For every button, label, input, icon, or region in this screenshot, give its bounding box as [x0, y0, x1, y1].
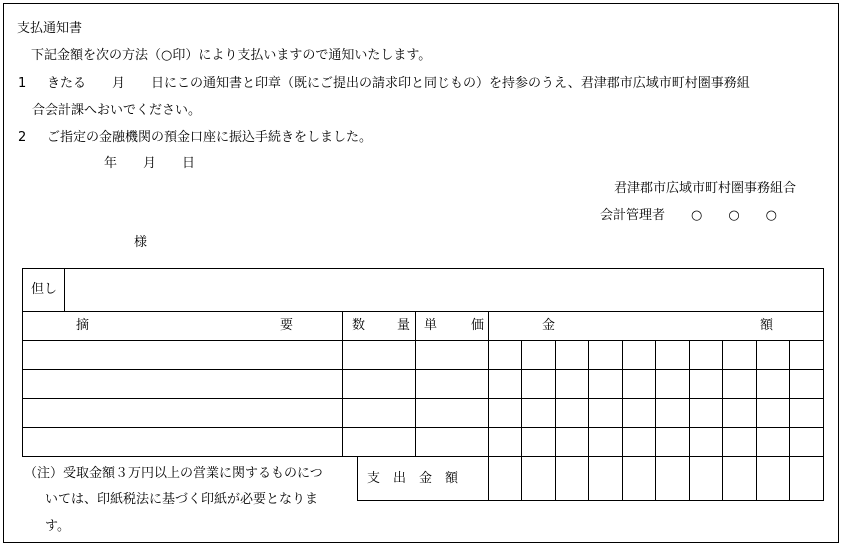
- recipient-suffix: 様: [134, 235, 148, 250]
- digit-divider: [521, 340, 522, 501]
- quantity-header-1: 数: [352, 318, 366, 333]
- item2-number: 2: [18, 130, 27, 145]
- total-box-left: [357, 456, 358, 501]
- date-line: 年 月 日: [104, 156, 196, 171]
- digit-divider: [655, 340, 656, 501]
- accounting-manager: 会計管理者 ○ ○ ○: [600, 208, 778, 223]
- note-line-3: す。: [45, 519, 70, 534]
- column-divider: [342, 311, 343, 457]
- summary-header-2: 要: [280, 318, 294, 333]
- table-rule: [22, 311, 824, 312]
- amount-header-1: 金: [542, 318, 556, 333]
- table-rule: [22, 340, 824, 341]
- document-title: 支払通知書: [17, 21, 83, 36]
- item1-number: 1: [18, 76, 27, 91]
- amount-header-2: 額: [760, 318, 774, 333]
- intro-text: 下記金額を次の方法（○印）により支払いますので通知いたします。: [31, 48, 432, 63]
- total-amount-label: 支 出 金 額: [367, 471, 459, 486]
- item2-text: ご指定の金融機関の預金口座に振込手続きをしました。: [47, 130, 373, 145]
- digit-divider: [555, 340, 556, 501]
- organization-name: 君津郡市広域市町村圏事務組合: [614, 181, 797, 196]
- unit-price-header-2: 価: [471, 318, 485, 333]
- table-rule: [22, 398, 824, 399]
- digit-divider: [756, 340, 757, 501]
- column-divider: [488, 311, 489, 501]
- table-border-bottom: [357, 500, 824, 501]
- column-divider: [415, 311, 416, 457]
- table-border-top: [22, 268, 824, 269]
- digit-divider: [689, 340, 690, 501]
- digit-divider: [789, 340, 790, 501]
- table-border-left: [22, 268, 23, 457]
- digit-divider: [722, 340, 723, 501]
- quantity-header-2: 量: [397, 318, 411, 333]
- note-line-2: いては、印紙税法に基づく印紙が必要となりま: [45, 492, 319, 507]
- digit-divider: [622, 340, 623, 501]
- table-border-right: [823, 268, 824, 501]
- summary-header-1: 摘: [76, 318, 90, 333]
- item1-text-continued: 合会計課へおいでください。: [32, 103, 202, 118]
- tadashi-divider: [64, 268, 65, 311]
- note-line-1: （注）受取金額３万円以上の営業に関するものにつ: [24, 466, 323, 481]
- digit-divider: [588, 340, 589, 501]
- table-rule: [22, 427, 824, 428]
- table-rule: [22, 369, 824, 370]
- item1-text: きたる 月 日にこの通知書と印章（既にご提出の請求印と同じもの）を持参のうえ、君津郡市広域市町村圏事務組: [47, 76, 750, 91]
- table-rule: [22, 456, 824, 457]
- tadashi-label: 但し: [31, 282, 58, 297]
- unit-price-header-1: 単: [424, 318, 438, 333]
